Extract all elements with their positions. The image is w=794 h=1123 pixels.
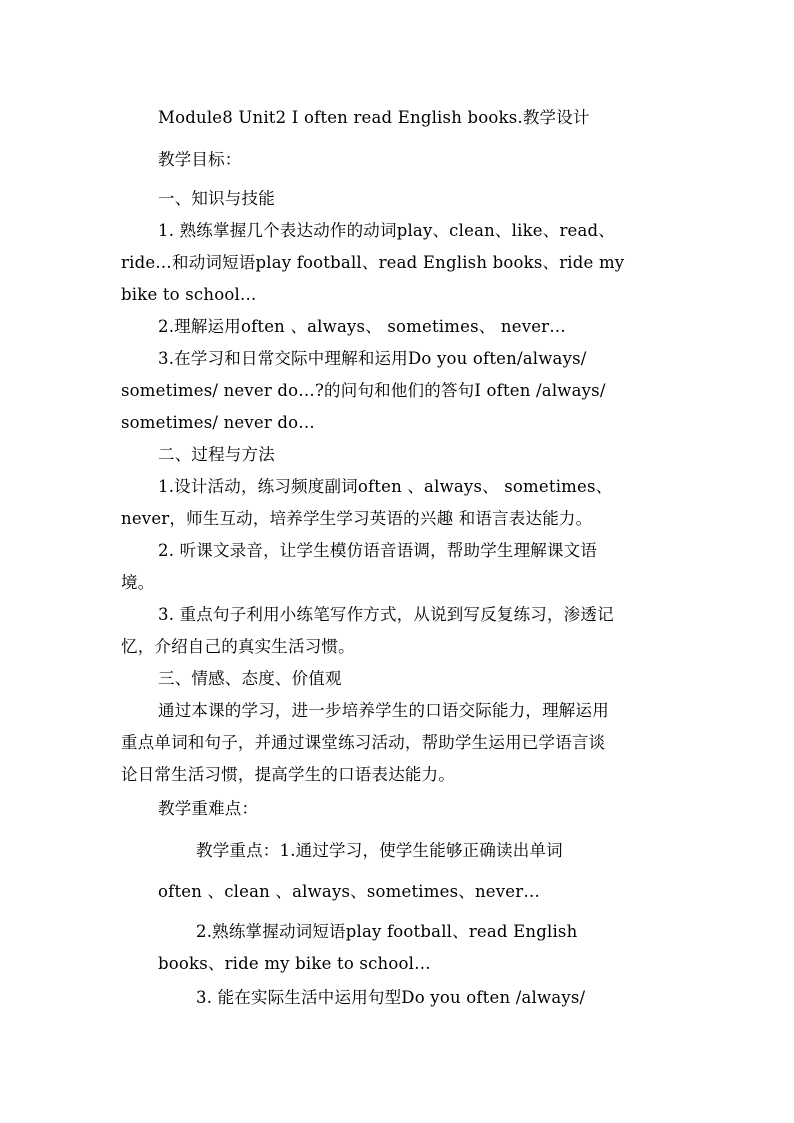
section2-item1-line1: 1.设计活动，练习频度副词often 、always、 sometimes、 (158, 477, 613, 496)
section2-heading: 二、过程与方法 (158, 445, 275, 464)
section2-item3-line2: 忆，介绍自己的真实生活习惯。 (121, 637, 355, 656)
section2-item1-line2: never，师生互动，培养学生学习英语的兴趣 和语言表达能力。 (121, 509, 593, 528)
document-title: Module8 Unit2 I often read English books.教学设计 (158, 108, 590, 127)
section2-item3-line1: 3. 重点句子利用小练笔写作方式，从说到写反复练习，渗透记 (158, 605, 614, 624)
keypoint2-line2: books、ride my bike to school… (158, 954, 431, 973)
section1-item3-line2: sometimes/ never do…?的问句和他们的答句I often /always/ (121, 381, 606, 400)
section1-heading: 一、知识与技能 (158, 189, 275, 208)
section1-item1-line1: 1. 熟练掌握几个表达动作的动词play、clean、like、read、 (158, 221, 616, 240)
keypoint2-line1: 2.熟练掌握动词短语play football、read English (196, 922, 578, 941)
section3-para-line3: 论日常生活习惯，提高学生的口语表达能力。 (121, 765, 455, 784)
keypoints-heading: 教学重难点： (158, 799, 259, 818)
section1-item2: 2.理解运用often 、always、 sometimes、 never… (158, 317, 566, 336)
section2-item2-line2: 境。 (121, 573, 155, 592)
section3-para-line2: 重点单词和句子，并通过课堂练习活动，帮助学生运用已学语言谈 (121, 733, 606, 752)
keypoint1-line2: often 、clean 、always、sometimes、never… (158, 882, 541, 901)
section3-heading: 三、情感、态度、价值观 (158, 669, 342, 688)
section1-item3-line3: sometimes/ never do… (121, 413, 316, 432)
section1-item1-line2: ride…和动词短语play football、read English books、ride my (121, 253, 625, 272)
objectives-heading: 教学目标： (158, 150, 242, 169)
section1-item3-line1: 3.在学习和日常交际中理解和运用Do you often/always/ (158, 349, 587, 368)
section2-item2-line1: 2. 听课文录音，让学生模仿语音语调，帮助学生理解课文语 (158, 541, 598, 560)
section3-para-line1: 通过本课的学习，进一步培养学生的口语交际能力，理解运用 (158, 701, 609, 720)
keypoint3-line1: 3. 能在实际生活中运用句型Do you often /always/ (196, 988, 586, 1007)
keypoint1-line1: 教学重点：1.通过学习，使学生能够正确读出单词 (196, 841, 563, 860)
section1-item1-line3: bike to school… (121, 285, 257, 304)
